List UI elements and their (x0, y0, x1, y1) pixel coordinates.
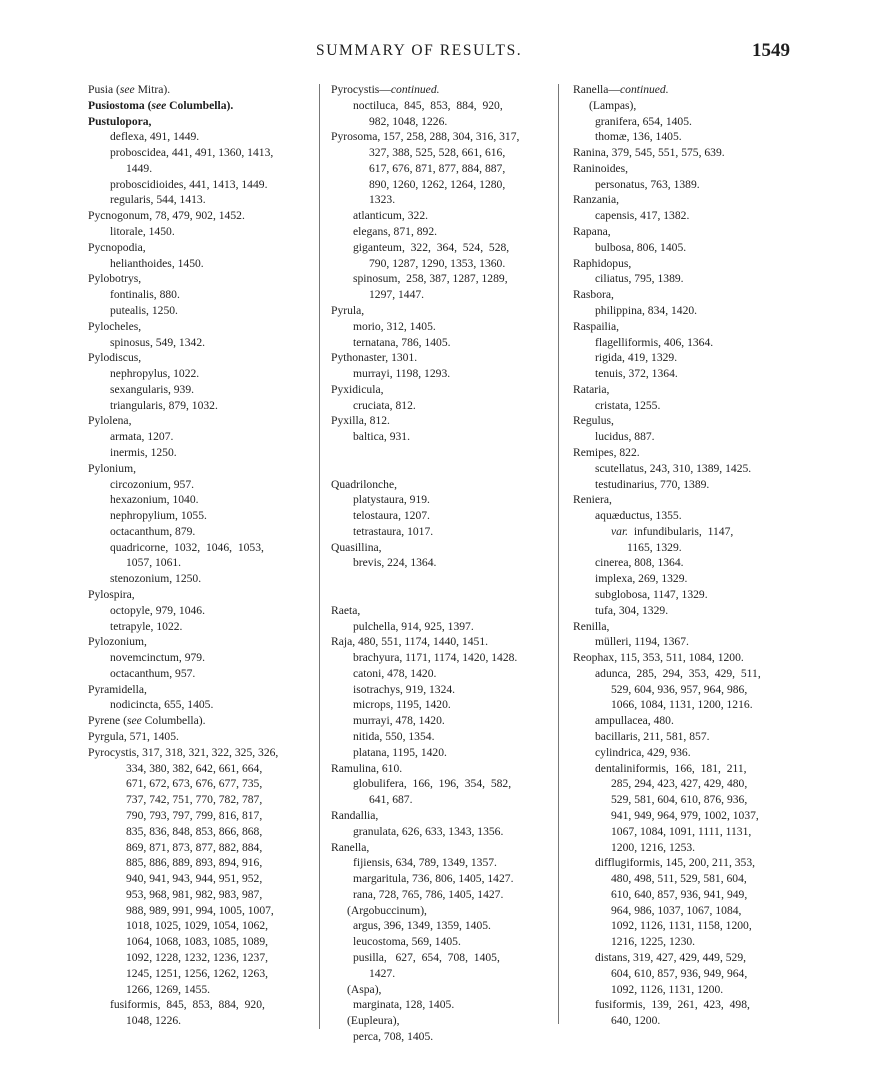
index-entry: platystaura, 919. (353, 493, 430, 507)
column-divider (558, 84, 559, 1024)
index-entry: tenuis, 372, 1364. (595, 367, 678, 381)
index-entry: 327, 388, 525, 528, 661, 616, (369, 146, 506, 160)
index-entry: murrayi, 1198, 1293. (353, 367, 451, 381)
index-entry: 1092, 1126, 1131, 1200. (611, 982, 724, 996)
index-entry: stenozonium, 1250. (110, 572, 202, 586)
index-entry: (Eupleura), (347, 1014, 400, 1028)
index-entry: 869, 871, 873, 877, 882, 884, (126, 840, 263, 854)
index-entry: Pyxidicula, (331, 382, 384, 396)
index-entry: triangularis, 879, 1032. (110, 398, 218, 412)
index-entry: armata, 1207. (110, 430, 174, 444)
running-head: SUMMARY OF RESULTS. (316, 42, 523, 59)
index-entry: Pusiostoma (see Columbella). (88, 98, 234, 112)
index-entry: mülleri, 1194, 1367. (595, 635, 689, 649)
index-entry: tufa, 304, 1329. (595, 603, 669, 617)
index-entry: 1092, 1228, 1232, 1236, 1237, (126, 950, 269, 964)
index-entry: dentaliniformis, 166, 181, 211, (595, 761, 747, 775)
index-entry: Pylocheles, (88, 319, 142, 333)
index-entry: Pyrula, (331, 303, 365, 317)
index-entry: Raspailia, (573, 319, 620, 333)
index-entry: Quadrilonche, (331, 477, 397, 491)
index-entry: 1067, 1084, 1091, 1111, 1131, (611, 824, 752, 838)
index-entry: Pyrocystis—continued. (331, 83, 440, 96)
index-entry: Ramulina, 610. (331, 761, 403, 775)
index-entry: 941, 949, 964, 979, 1002, 1037, (611, 808, 759, 822)
index-entry: Rataria, (573, 382, 610, 396)
index-entry: Ranella—continued. (573, 83, 669, 96)
index-entry: brachyura, 1171, 1174, 1420, 1428. (353, 651, 518, 665)
index-entry: proboscidea, 441, 491, 1360, 1413, (110, 146, 274, 160)
index-entry: fusiformis, 845, 853, 884, 920, (110, 998, 265, 1012)
index-entry: 1048, 1226. (126, 1014, 182, 1028)
index-entry: 953, 968, 981, 982, 983, 987, (126, 887, 263, 901)
index-entry: Pylospira, (88, 588, 135, 601)
index-entry: circozonium, 957. (110, 477, 195, 491)
index-entry (331, 571, 553, 587)
page-number: 1549 (752, 40, 790, 61)
index-entry: proboscidioides, 441, 1413, 1449. (110, 177, 268, 191)
index-entry: Pylonium, (88, 461, 136, 475)
index-entry: marginata, 128, 1405. (353, 998, 455, 1012)
index-entry: fijiensis, 634, 789, 1349, 1357. (353, 856, 497, 870)
index-entry: 964, 986, 1037, 1067, 1084, (611, 903, 742, 917)
index-entry: 982, 1048, 1226. (369, 114, 448, 128)
index-entry: lucidus, 887. (595, 430, 655, 444)
index-entry: Renilla, (573, 619, 610, 633)
index-entry: 1216, 1225, 1230. (611, 935, 696, 949)
index-entry: inermis, 1250. (110, 445, 177, 459)
index-entry: tetrastaura, 1017. (353, 524, 434, 538)
index-entry: 334, 380, 382, 642, 661, 664, (126, 761, 263, 775)
index-entry: atlanticum, 322. (353, 209, 429, 223)
index-entry: bulbosa, 806, 1405. (595, 240, 687, 254)
index-entry: Raeta, (331, 603, 361, 617)
index-entry: testudinarius, 770, 1389. (595, 477, 710, 491)
index-entry: Pyrgula, 571, 1405. (88, 730, 179, 744)
index-entry: Raphidopus, (573, 256, 632, 270)
index-entry: 529, 581, 604, 610, 876, 936, (611, 793, 748, 807)
index-entry: granulata, 626, 633, 1343, 1356. (353, 824, 504, 838)
index-entry: Pyxilla, 812. (331, 414, 390, 428)
index-entry: Pylodiscus, (88, 351, 142, 365)
index-entry: 885, 886, 889, 893, 894, 916, (126, 856, 263, 870)
index-entry (331, 587, 553, 603)
index-entry: Reophax, 115, 353, 511, 1084, 1200. (573, 651, 744, 665)
index-entry: noctiluca, 845, 853, 884, 920, (353, 98, 503, 112)
index-entry: Pyrosoma, 157, 258, 288, 304, 316, 317, (331, 130, 520, 144)
index-entry: Remipes, 822. (573, 445, 640, 459)
index-entry: (Lampas), (589, 98, 637, 112)
index-entry: 529, 604, 936, 957, 964, 986, (611, 682, 748, 696)
index-entry: quadricorne, 1032, 1046, 1053, (110, 540, 264, 554)
index-entry: platana, 1195, 1420. (353, 745, 447, 759)
index-entry: Raja, 480, 551, 1174, 1440, 1451. (331, 635, 489, 649)
index-entry: Regulus, (573, 414, 614, 428)
index-entry: spinosum, 258, 387, 1287, 1289, (353, 272, 508, 286)
index-entry: 1297, 1447. (369, 288, 425, 302)
index-entry: helianthoides, 1450. (110, 256, 204, 270)
index-column-2 (331, 82, 553, 1045)
index-entry: flagelliformis, 406, 1364. (595, 335, 714, 349)
index-entry: hexazonium, 1040. (110, 493, 199, 507)
index-entry: Ranella, (331, 840, 370, 854)
index-entry: difflugiformis, 145, 200, 211, 353, (595, 856, 756, 870)
index-entry: Ranina, 379, 545, 551, 575, 639. (573, 146, 725, 160)
index-entry: 988, 989, 991, 994, 1005, 1007, (126, 903, 274, 917)
index-entry: deflexa, 491, 1449. (110, 130, 200, 144)
index-entry: morio, 312, 1405. (353, 319, 436, 333)
index-entry: distans, 319, 427, 429, 449, 529, (595, 950, 747, 964)
index-entry: var. infundibularis, 1147, (611, 524, 734, 538)
index-entry: Pylolena, (88, 414, 132, 428)
index-entry: perca, 708, 1405. (353, 1029, 434, 1043)
index-entry: litorale, 1450. (110, 225, 175, 239)
index-entry: murrayi, 478, 1420. (353, 714, 445, 728)
index-entry: 1066, 1084, 1131, 1200, 1216. (611, 698, 753, 712)
index-entry: sexangularis, 939. (110, 382, 195, 396)
index-entry: subglobosa, 1147, 1329. (595, 588, 708, 601)
index-entry: 610, 640, 857, 936, 941, 949, (611, 887, 748, 901)
index-entry: catoni, 478, 1420. (353, 666, 437, 680)
index-entry: novemcinctum, 979. (110, 651, 205, 665)
index-entry: ampullacea, 480. (595, 714, 674, 728)
index-entry: philippina, 834, 1420. (595, 303, 698, 317)
index-entry: regularis, 544, 1413. (110, 193, 206, 207)
index-entry: 1165, 1329. (627, 540, 682, 554)
index-entry: aquæductus, 1355. (595, 509, 682, 523)
index-entry: 285, 294, 423, 427, 429, 480, (611, 777, 748, 791)
index-entry: Pyrocystis, 317, 318, 321, 322, 325, 326, (88, 745, 279, 759)
index-entry: octacanthum, 879. (110, 524, 196, 538)
index-entry: cylindrica, 429, 936. (595, 745, 691, 759)
index-entry: 737, 742, 751, 770, 782, 787, (126, 793, 263, 807)
index-entry: 480, 498, 511, 529, 581, 604, (611, 872, 747, 886)
index-entry: spinosus, 549, 1342. (110, 335, 206, 349)
index-entry: cruciata, 812. (353, 398, 416, 412)
index-entry: ciliatus, 795, 1389. (595, 272, 684, 286)
index-entry: nephropylus, 1022. (110, 367, 200, 381)
index-entry: tetrapyle, 1022. (110, 619, 183, 633)
page-header (0, 40, 880, 70)
index-entry: 617, 676, 871, 877, 884, 887, (369, 161, 506, 175)
index-entry: (Argobuccinum), (347, 903, 427, 917)
index-entry: thomæ, 136, 1405. (595, 130, 682, 144)
index-entry: Pusia (see Mitra). (88, 83, 171, 96)
index-entry: Pycnogonum, 78, 479, 902, 1452. (88, 209, 245, 223)
index-entry: capensis, 417, 1382. (595, 209, 690, 223)
index-entry: Quasillina, (331, 540, 382, 554)
index-entry: 604, 610, 857, 936, 949, 964, (611, 966, 748, 980)
index-entry: rana, 728, 765, 786, 1405, 1427. (353, 887, 504, 901)
index-entry: fontinalis, 880. (110, 288, 180, 302)
index-entry (331, 445, 553, 461)
index-entry: 1449. (126, 161, 153, 175)
index-entry: margaritula, 736, 806, 1405, 1427. (353, 872, 514, 886)
index-entry: 1323. (369, 193, 396, 207)
index-entry: Randallia, (331, 808, 379, 822)
index-entry (331, 461, 553, 477)
index-entry: Pylobotrys, (88, 272, 142, 286)
index-entry: 1427. (369, 966, 396, 980)
index-entry: Raninoides, (573, 161, 629, 175)
index-entry: elegans, 871, 892. (353, 225, 438, 239)
index-entry: argus, 396, 1349, 1359, 1405. (353, 919, 491, 933)
index-entry: pusilla, 627, 654, 708, 1405, (353, 950, 500, 964)
index-entry: fusiformis, 139, 261, 423, 498, (595, 998, 750, 1012)
index-entry: 1200, 1216, 1253. (611, 840, 696, 854)
index-entry: telostaura, 1207. (353, 509, 430, 523)
index-entry: 1266, 1269, 1455. (126, 982, 211, 996)
index-entry: 640, 1200. (611, 1014, 661, 1028)
column-divider (319, 84, 320, 1029)
index-entry: octacanthum, 957. (110, 666, 196, 680)
index-entry: Reniera, (573, 493, 612, 507)
index-entry: 1018, 1025, 1029, 1054, 1062, (126, 919, 269, 933)
index-entry: microps, 1195, 1420. (353, 698, 451, 712)
index-entry: 671, 672, 673, 676, 677, 735, (126, 777, 263, 791)
index-entry: Rapana, (573, 225, 611, 239)
index-entry: cinerea, 808, 1364. (595, 556, 684, 570)
index-entry: giganteum, 322, 364, 524, 528, (353, 240, 510, 254)
index-entry: adunca, 285, 294, 353, 429, 511, (595, 666, 761, 680)
index-entry: Pylozonium, (88, 635, 147, 649)
index-entry: leucostoma, 569, 1405. (353, 935, 461, 949)
index-entry: 790, 1287, 1290, 1353, 1360. (369, 256, 506, 270)
index-entry: 835, 836, 848, 853, 866, 868, (126, 824, 263, 838)
index-entry: nodicincta, 655, 1405. (110, 698, 214, 712)
index-entry: octopyle, 979, 1046. (110, 603, 205, 617)
index-entry: 790, 793, 797, 799, 816, 817, (126, 808, 263, 822)
index-column-1 (88, 82, 312, 1029)
index-entry: 641, 687. (369, 793, 413, 807)
index-entry: 890, 1260, 1262, 1264, 1280, (369, 177, 506, 191)
index-entry: 1057, 1061. (126, 556, 182, 570)
index-column-3 (573, 82, 795, 1029)
index-entry: bacillaris, 211, 581, 857. (595, 730, 710, 744)
index-entry: brevis, 224, 1364. (353, 556, 437, 570)
index-entry: implexa, 269, 1329. (595, 572, 688, 586)
index-entry: globulifera, 166, 196, 354, 582, (353, 777, 512, 791)
index-entry: granifera, 654, 1405. (595, 114, 692, 128)
index-entry: scutellatus, 243, 310, 1389, 1425. (595, 461, 752, 475)
index-entry: Pustulopora, (88, 114, 152, 128)
index-entry: personatus, 763, 1389. (595, 177, 700, 191)
index-entry: Pycnopodia, (88, 240, 146, 254)
index-entry: pulchella, 914, 925, 1397. (353, 619, 474, 633)
index-entry: cristata, 1255. (595, 398, 661, 412)
index-entry: rigida, 419, 1329. (595, 351, 678, 365)
index-entry: Pyramidella, (88, 682, 147, 696)
index-entry: Rasbora, (573, 288, 614, 302)
index-entry: isotrachys, 919, 1324. (353, 682, 456, 696)
index-entry: ternatana, 786, 1405. (353, 335, 451, 349)
index-entry: Pythonaster, 1301. (331, 351, 418, 365)
index-entry: 1245, 1251, 1256, 1262, 1263, (126, 966, 269, 980)
index-entry: 1092, 1126, 1131, 1158, 1200, (611, 919, 752, 933)
index-entry: putealis, 1250. (110, 303, 178, 317)
index-entry: Ranzania, (573, 193, 620, 207)
index-entry: Pyrene (see Columbella). (88, 714, 206, 728)
index-entry: 940, 941, 943, 944, 951, 952, (126, 872, 263, 886)
index-entry: nitida, 550, 1354. (353, 730, 435, 744)
index-entry: (Aspa), (347, 982, 382, 996)
index-entry: baltica, 931. (353, 430, 410, 444)
index-entry: 1064, 1068, 1083, 1085, 1089, (126, 935, 269, 949)
index-entry: nephropylium, 1055. (110, 509, 207, 523)
